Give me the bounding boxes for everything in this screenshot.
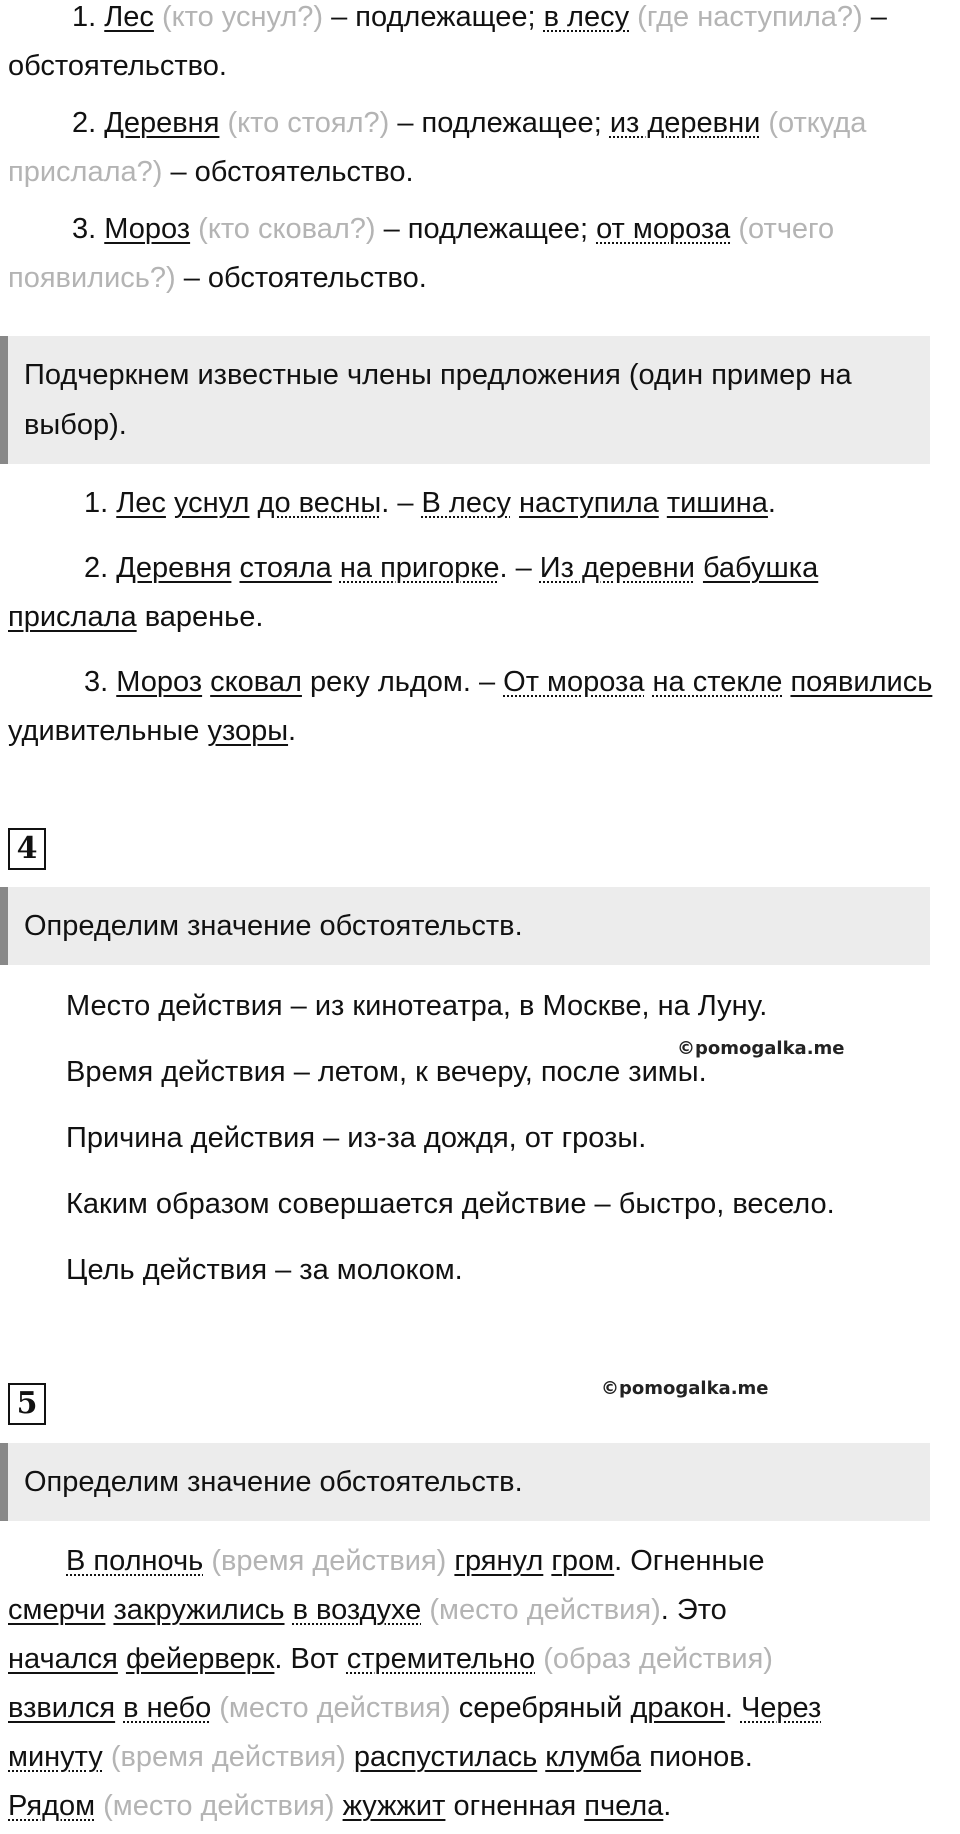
subject-word: гром bbox=[551, 1545, 615, 1577]
adverbial-word: В лесу bbox=[421, 487, 511, 519]
example-number: 2. bbox=[84, 552, 109, 584]
meanings-list bbox=[8, 982, 954, 1295]
plain-word: . Вот bbox=[274, 1643, 339, 1675]
text-line-1 bbox=[8, 1537, 954, 1586]
subject-word: Мороз bbox=[116, 666, 203, 698]
subject-word: Лес bbox=[116, 487, 166, 519]
predicate-word: сковал bbox=[210, 666, 302, 698]
adverbial-word: на пригорке bbox=[339, 552, 500, 584]
question-hint: (кто сковал?) bbox=[198, 213, 376, 245]
subject-word: смерчи bbox=[8, 1594, 106, 1626]
adverbial-word: стремительно bbox=[346, 1643, 536, 1675]
adverbial-word: Рядом bbox=[8, 1790, 96, 1822]
subject-word: Мороз bbox=[104, 213, 191, 245]
meaning-hint: (образ действия) bbox=[543, 1643, 773, 1675]
watermark: ©pomogalka.me bbox=[601, 1378, 769, 1399]
text-line-4 bbox=[8, 1684, 954, 1733]
plain-word: реку льдом. – bbox=[310, 666, 496, 698]
separator: . bbox=[288, 715, 297, 747]
meaning-manner: Каким образом совершается действие – быстро, весело. bbox=[66, 1188, 835, 1220]
text-line-2 bbox=[8, 1586, 954, 1635]
answers-block bbox=[8, 0, 954, 303]
example-number: 1. bbox=[84, 487, 109, 519]
predicate-word: стояла bbox=[239, 552, 332, 584]
adverbial-word: Из деревни bbox=[539, 552, 695, 584]
subject-word: тишина bbox=[666, 487, 768, 519]
text-line-5 bbox=[8, 1733, 954, 1782]
meaning-hint: (место действия) bbox=[219, 1692, 451, 1724]
examples-block bbox=[8, 479, 954, 756]
predicate-word: прислала bbox=[8, 601, 137, 633]
answer-number: 3. bbox=[72, 213, 97, 245]
example-1 bbox=[8, 479, 954, 528]
adverbial-word: в небо bbox=[123, 1692, 212, 1724]
plain-word: . Это bbox=[660, 1594, 727, 1626]
task-box-5: Определим значение обстоятельств. bbox=[0, 1443, 930, 1521]
text-line-3 bbox=[8, 1635, 954, 1684]
subject-word: дракон bbox=[630, 1692, 725, 1724]
role-label: – подлежащее; bbox=[383, 213, 588, 245]
task-box-3: Подчеркнем известные члены предложения (один пример на выбор). bbox=[0, 336, 930, 464]
plain-word: пионов. bbox=[649, 1741, 753, 1773]
task-box-4: Определим значение обстоятельств. bbox=[0, 887, 930, 965]
predicate-word: распустилась bbox=[353, 1741, 538, 1773]
adverbial-word: из деревни bbox=[609, 107, 761, 139]
answer-1 bbox=[8, 0, 954, 91]
answer-number: 2. bbox=[72, 107, 97, 139]
subject-word: фейерверк bbox=[125, 1643, 275, 1675]
separator: . – bbox=[499, 552, 532, 584]
predicate-word: взвился bbox=[8, 1692, 116, 1724]
task-number-4: 4 bbox=[8, 828, 46, 870]
text-line-6 bbox=[8, 1782, 954, 1831]
answer-3 bbox=[8, 205, 954, 303]
adverbial-word: в лесу bbox=[543, 1, 630, 33]
adverbial-word: до весны bbox=[257, 487, 382, 519]
meaning-reason: Причина действия – из-за дождя, от грозы. bbox=[66, 1122, 647, 1154]
adverbial-word: В полночь bbox=[66, 1545, 204, 1577]
predicate-word: начался bbox=[8, 1643, 118, 1675]
subject-word: бабушка bbox=[702, 552, 819, 584]
example-3 bbox=[8, 658, 954, 756]
predicate-word: наступила bbox=[519, 487, 659, 519]
adverbial-word: минуту bbox=[8, 1741, 103, 1773]
task-number-5: 5 bbox=[8, 1383, 46, 1425]
predicate-word: появились bbox=[790, 666, 933, 698]
separator: . bbox=[767, 487, 776, 519]
watermark: ©pomogalka.me bbox=[677, 1038, 845, 1059]
role-label: – обстоятельство. bbox=[183, 262, 427, 294]
subject-word: Деревня bbox=[116, 552, 232, 584]
subject-word: Лес bbox=[104, 1, 154, 33]
role-label: – обстоятельство. bbox=[170, 156, 414, 188]
role-label: – подлежащее; bbox=[397, 107, 602, 139]
plain-word: удивительные bbox=[8, 715, 200, 747]
meaning-hint: (место действия) bbox=[429, 1594, 661, 1626]
separator: . bbox=[663, 1790, 672, 1822]
subject-word: пчела bbox=[584, 1790, 664, 1822]
plain-word: . Огненные bbox=[614, 1545, 765, 1577]
separator: . – bbox=[381, 487, 414, 519]
predicate-word: жужжит bbox=[342, 1790, 446, 1822]
example-2 bbox=[8, 544, 954, 642]
meaning-hint: (время действия) bbox=[110, 1741, 346, 1773]
separator: . bbox=[724, 1692, 733, 1724]
adverbial-word: на стекле bbox=[652, 666, 783, 698]
subject-word: Деревня bbox=[104, 107, 220, 139]
question-hint: (отчего появились?) bbox=[8, 213, 835, 294]
adverbial-word: в воздухе bbox=[292, 1594, 422, 1626]
meaning-place: Место действия – из кинотеатра, в Москве, на Луну. bbox=[66, 990, 768, 1022]
adverbial-word: Через bbox=[740, 1692, 822, 1724]
predicate-word: грянул bbox=[454, 1545, 544, 1577]
text-analysis bbox=[8, 1537, 954, 1831]
role-label: – подлежащее; bbox=[331, 1, 536, 33]
meaning-hint: (место действия) bbox=[103, 1790, 335, 1822]
question-hint: (кто стоял?) bbox=[227, 107, 390, 139]
predicate-word: уснул bbox=[173, 487, 250, 519]
adverbial-word: от мороза bbox=[596, 213, 731, 245]
meaning-time: Время действия – летом, к вечеру, после зимы. bbox=[66, 1056, 707, 1088]
question-hint: (кто уснул?) bbox=[161, 1, 324, 33]
question-hint: (откуда прислала?) bbox=[8, 107, 867, 188]
subject-word: узоры bbox=[207, 715, 289, 747]
adverbial-word: От мороза bbox=[503, 666, 645, 698]
plain-word: огненная bbox=[453, 1790, 577, 1822]
role-label: – обстоятельство. bbox=[8, 1, 887, 82]
question-hint: (где наступила?) bbox=[637, 1, 863, 33]
predicate-word: закружились bbox=[113, 1594, 285, 1626]
plain-word: варенье. bbox=[144, 601, 264, 633]
meaning-purpose: Цель действия – за молоком. bbox=[66, 1254, 463, 1286]
answer-2 bbox=[8, 99, 954, 197]
answer-number: 1. bbox=[72, 1, 97, 33]
subject-word: клумба bbox=[545, 1741, 642, 1773]
plain-word: серебряный bbox=[458, 1692, 623, 1724]
example-number: 3. bbox=[84, 666, 109, 698]
meaning-hint: (время действия) bbox=[211, 1545, 447, 1577]
